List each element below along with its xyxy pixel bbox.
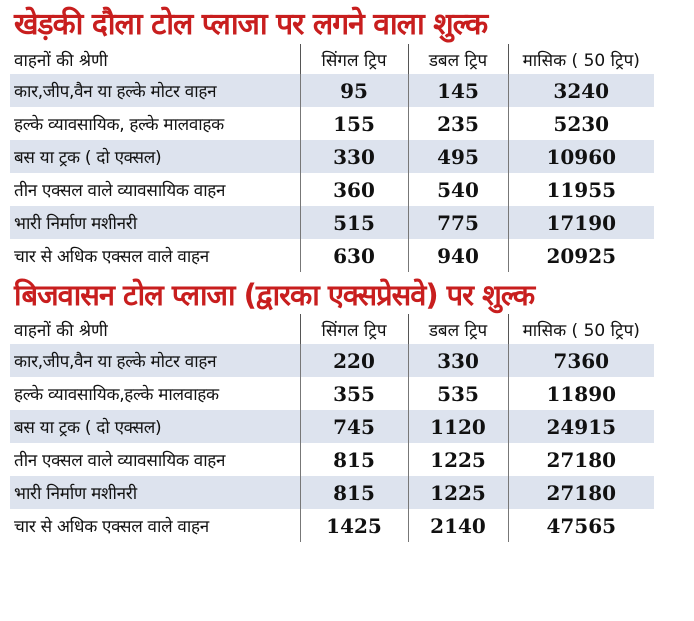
double-trip-fee: 235 <box>408 107 508 140</box>
single-trip-fee: 155 <box>300 107 408 140</box>
vehicle-category: भारी निर्माण मशीनरी <box>10 206 300 239</box>
vehicle-category: तीन एक्सल वाले व्यावसायिक वाहन <box>14 451 226 471</box>
vehicle-category: कार,जीप,वैन या हल्के मोटर वाहन <box>10 74 300 107</box>
header-double-trip: डबल ट्रिप <box>408 314 508 344</box>
vehicle-category: बस या ट्रक ( दो एक्सल) <box>10 140 300 173</box>
table-header-row <box>10 44 654 74</box>
double-trip-fee: 2140 <box>408 509 508 542</box>
single-trip-fee: 220 <box>300 344 408 377</box>
monthly-fee: 17190 <box>508 206 654 239</box>
double-trip-fee: 1225 <box>408 443 508 476</box>
table-row <box>10 173 654 206</box>
table-row <box>10 410 654 443</box>
table-header-row <box>10 314 654 344</box>
vehicle-category: भारी निर्माण मशीनरी <box>10 476 300 509</box>
vehicle-category: चार से अधिक एक्सल वाले वाहन <box>14 517 209 537</box>
monthly-fee: 47565 <box>508 509 654 542</box>
vehicle-category: कार,जीप,वैन या हल्के मोटर वाहन <box>10 344 300 377</box>
single-trip-fee: 745 <box>300 410 408 443</box>
table-row <box>10 443 654 476</box>
double-trip-fee: 495 <box>408 140 508 173</box>
header-single-trip: सिंगल ट्रिप <box>300 314 408 344</box>
single-trip-fee: 95 <box>300 74 408 107</box>
vehicle-category: हल्के व्यावसायिक, हल्के मालवाहक <box>14 115 224 135</box>
table-row <box>10 206 654 239</box>
section-title: बिजवासन टोल प्लाजा (द्वारका एक्सप्रेसवे) पर शुल्क <box>14 278 535 312</box>
double-trip-fee: 1225 <box>408 476 508 509</box>
monthly-fee: 11955 <box>508 173 654 206</box>
single-trip-fee: 630 <box>300 239 408 272</box>
fee-table <box>10 314 654 542</box>
single-trip-fee: 815 <box>300 476 408 509</box>
double-trip-fee: 775 <box>408 206 508 239</box>
double-trip-fee: 940 <box>408 239 508 272</box>
table-row <box>10 74 654 107</box>
header-double-trip: डबल ट्रिप <box>408 44 508 74</box>
fee-table <box>10 44 654 272</box>
vehicle-category: तीन एक्सल वाले व्यावसायिक वाहन <box>14 181 226 201</box>
section-bijwasan <box>10 276 684 542</box>
table-row <box>10 509 654 542</box>
double-trip-fee: 330 <box>408 344 508 377</box>
table-row <box>10 107 654 140</box>
single-trip-fee: 330 <box>300 140 408 173</box>
table-row <box>10 140 654 173</box>
header-vehicle-category: वाहनों की श्रेणी <box>14 50 108 71</box>
header-monthly: मासिक ( 50 ट्रिप) <box>508 44 654 74</box>
monthly-fee: 20925 <box>508 239 654 272</box>
header-vehicle-category: वाहनों की श्रेणी <box>14 320 108 341</box>
header-monthly: मासिक ( 50 ट्रिप) <box>508 314 654 344</box>
header-single-trip: सिंगल ट्रिप <box>300 44 408 74</box>
single-trip-fee: 1425 <box>300 509 408 542</box>
double-trip-fee: 1120 <box>408 410 508 443</box>
single-trip-fee: 815 <box>300 443 408 476</box>
monthly-fee: 10960 <box>508 140 654 173</box>
table-row <box>10 239 654 272</box>
monthly-fee: 5230 <box>508 107 654 140</box>
vehicle-category: चार से अधिक एक्सल वाले वाहन <box>14 247 209 267</box>
vehicle-category: बस या ट्रक ( दो एक्सल) <box>10 410 300 443</box>
monthly-fee: 27180 <box>508 443 654 476</box>
double-trip-fee: 540 <box>408 173 508 206</box>
monthly-fee: 24915 <box>508 410 654 443</box>
table-row <box>10 377 654 410</box>
table-row <box>10 344 654 377</box>
monthly-fee: 3240 <box>508 74 654 107</box>
section-title: खेड़की दौला टोल प्लाजा पर लगने वाला शुल्क <box>14 7 488 42</box>
double-trip-fee: 145 <box>408 74 508 107</box>
monthly-fee: 7360 <box>508 344 654 377</box>
monthly-fee: 11890 <box>508 377 654 410</box>
vehicle-category: हल्के व्यावसायिक,हल्के मालवाहक <box>14 385 219 405</box>
double-trip-fee: 535 <box>408 377 508 410</box>
monthly-fee: 27180 <box>508 476 654 509</box>
single-trip-fee: 355 <box>300 377 408 410</box>
single-trip-fee: 360 <box>300 173 408 206</box>
table-row <box>10 476 654 509</box>
single-trip-fee: 515 <box>300 206 408 239</box>
section-kherki-daula <box>10 6 684 272</box>
